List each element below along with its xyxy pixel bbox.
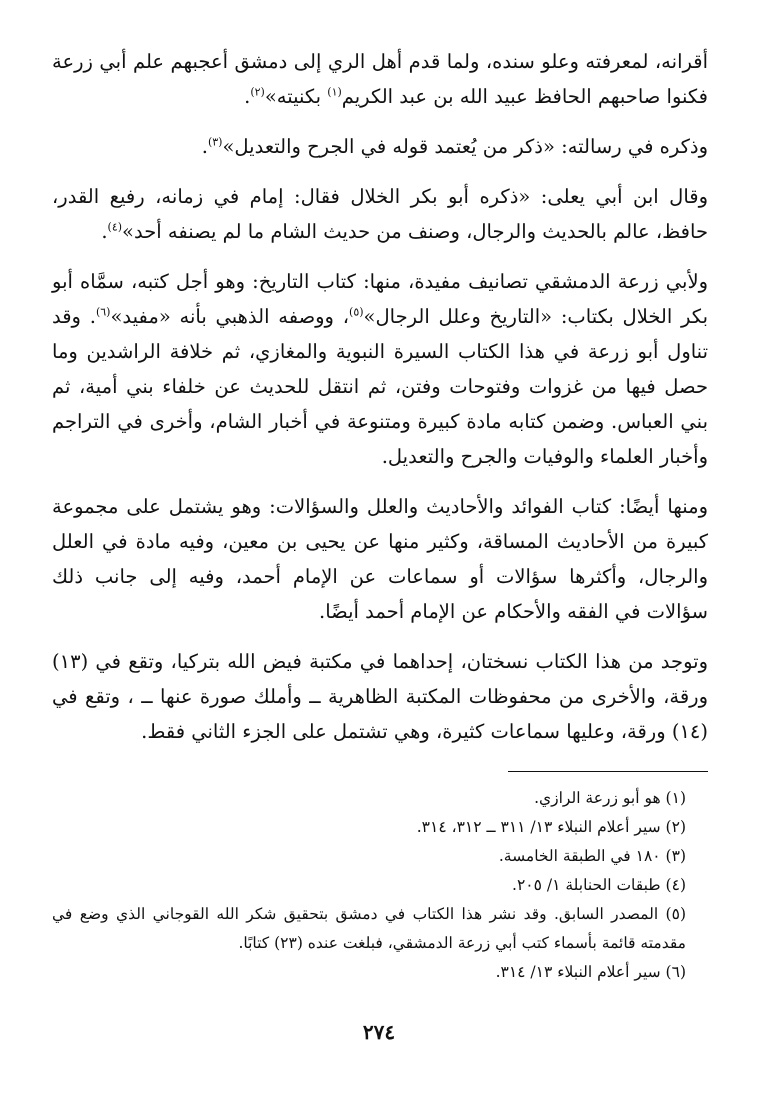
paragraph (52, 644, 708, 749)
paragraph-text: بكنيته» (264, 85, 328, 108)
paragraph-text: . وقد تناول أبو زرعة في هذا الكتاب السيرة النبوية والمغازي، ثم خلافة الراشدين وما حصل فيها من غزوات وفتوحات وفتن، ثم انتقل للحديث عن خلفاء بني أمية، ثم بني العباس. وضمن كتابه مادة كبيرة ومتنوعة في أخبار الشام، وأخرى في التراجم وأخبار العلماء والوفيات والجرح والتعديل. (52, 305, 708, 468)
footnote-separator (508, 771, 708, 772)
paragraph (52, 129, 708, 164)
footnote: (١) هو أبو زرعة الرازي. (534, 789, 686, 807)
body-text (52, 44, 708, 749)
footnote-reference: (٢) (250, 85, 265, 99)
paragraph-text: وذكره في رسالته: «ذكر من يُعتمد قوله في الجرح والتعديل» (222, 135, 708, 158)
footnote-reference: (٣) (207, 135, 223, 149)
footnote: (٦) سير أعلام النبلاء ١٣/ ٣١٤. (495, 963, 686, 981)
footnote: (٥) المصدر السابق. وقد نشر هذا الكتاب في دمشق بتحقيق شكر الله القوجاني الذي وضع في مقدمته قائمة بأسماء كتب أبي زرعة الدمشقي، فبلغت عنده (٢٣) كتابًا. (52, 905, 686, 952)
paragraph (52, 179, 708, 249)
paragraph-text: . (201, 135, 208, 158)
paragraph-text: أقرانه، لمعرفته وعلو سنده، ولما قدم أهل الري إلى دمشق أعجبهم علم أبي زرعة فكنوا صاحبهم الحافظ عبيد الله بن عبد الكريم (52, 50, 708, 108)
paragraph-text: وتوجد من هذا الكتاب نسختان، إحداهما في مكتبة فيض الله بتركيا، وتقع في (١٣) ورقة، والأخرى من محفوظات المكتبة الظاهرية ــ وأملك صورة عنها ــ ، وتقع في (١٤) ورقة، وعليها سماعات كثيرة، وهي تشتمل على الجزء الثاني فقط. (52, 650, 708, 743)
paragraph (52, 44, 708, 114)
footnote-reference: (١) (327, 85, 342, 99)
footnote: (٣) ١٨٠ في الطبقة الخامسة. (498, 847, 686, 865)
footnote: (٤) طبقات الحنابلة ١/ ٢٠٥. (512, 876, 686, 894)
paragraph-text: ولأبي زرعة الدمشقي تصانيف مفيدة، منها: كتاب التاريخ: وهو أجل كتبه، سمَّاه أبو بكر الخلال بكتاب: «التاريخ وعلل الرجال» (52, 270, 709, 328)
paragraph-text: . (101, 220, 108, 243)
footnote: (٢) سير أعلام النبلاء ١٣/ ٣١١ ــ ٣١٢، ٣١٤. (416, 818, 686, 836)
paragraph (52, 264, 708, 474)
paragraph-text: . (244, 85, 251, 108)
footnotes (52, 784, 708, 987)
paragraph-text: ومنها أيضًا: كتاب الفوائد والأحاديث والعلل والسؤالات: وهو يشتمل على مجموعة كبيرة من الأحاديث المساقة، وكثير منها عن يحيى بن معين، وفيه مادة في العلل والرجال، وأكثرها سؤالات أو سماعات عن الإمام أحمد، وفيه إلى جانب ذلك سؤالات في الفقه والأحكام عن الإمام أحمد أيضًا. (52, 495, 709, 623)
footnote-reference: (٦) (95, 305, 111, 319)
paragraph-text: ، ووصفه الذهبي بأنه «مفيد» (110, 305, 350, 328)
paragraph (52, 489, 708, 629)
footnote-reference: (٥) (349, 305, 364, 319)
page-number: ٢٧٤ (362, 1020, 396, 1044)
paragraph-text: وقال ابن أبي يعلى: «ذكره أبو بكر الخلال فقال: إمام في زمانه، رفيع القدر، حافظ، عالم بالحديث والرجال، وصنف من حديث الشام ما لم يصنفه أحد» (52, 185, 708, 243)
footnote-reference: (٤) (107, 220, 123, 234)
